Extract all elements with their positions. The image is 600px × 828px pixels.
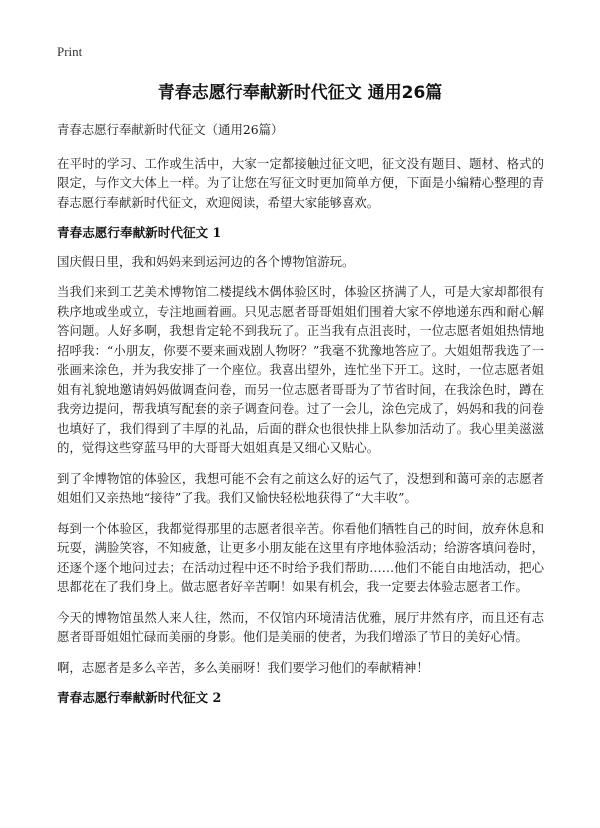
intro-paragraph: 在平时的学习、工作或生活中，大家一定都接触过征文吧，征文没有题目、题材、格式的限定，与作文大体上一样。为了让您在写征文时更加简单方便，下面是小编精心整理的青春志愿行奉献新时代征文，欢迎阅读，希望大家能够喜欢。 xyxy=(57,155,544,210)
paragraph: 今天的博物馆虽然人来人往，然而，不仅馆内环境清洁优雅，展厅井然有序，而且还有志愿者哥哥姐姐忙碌而美丽的身影。他们是美丽的使者，为我们增添了节日的美好心情。 xyxy=(57,609,544,644)
section-heading-1: 青春志愿行奉献新时代征文 1 xyxy=(57,225,222,240)
document-body xyxy=(57,120,544,717)
paragraph: 当我们来到工艺美术博物馆二楼提线木偶体验区时，体验区挤满了人，可是大家却都很有秩序地或坐或立，专注地画着画。只见志愿者哥哥姐姐们围着大家不停地递东西和耐心解答问题。人好多啊，我想肯定轮不到我玩了。正当我有点沮丧时，一位志愿者姐姐热情地招呼我：“小朋友，你要不要来画戏剧人物呀？”我毫不犹豫地答应了。大姐姐帮我选了一张画来涂色，并为我安排了一个座位。我喜出望外，连忙坐下开工。这时，一位志愿者姐姐有礼貌地邀请妈妈做调查问卷，而另一位志愿者哥哥为了节省时间，在我涂色时，蹲在我旁边提问，帮我填写配套的亲子调查问卷。过了一会儿，涂色完成了，妈妈和我的问卷也填好了，我们得到了丰厚的礼品，后面的群众也很快排上队参加活动了。我心里美滋滋的，觉得这些穿蓝马甲的大哥哥大姐姐真是又细心又贴心。 xyxy=(57,284,544,455)
paragraph: 国庆假日里，我和妈妈来到运河边的各个博物馆游玩。 xyxy=(57,253,355,269)
paragraph: 到了伞博物馆的体验区，我想可能不会有之前这么好的运气了，没想到和蔼可亲的志愿者姐姐们又亲热地“接待”了我。我们又愉快轻松地获得了“大丰收”。 xyxy=(57,470,544,505)
document-title: 青春志愿行奉献新时代征文 通用26篇 xyxy=(157,83,443,103)
paragraph: 每到一个体验区，我都觉得那里的志愿者很辛苦。你看他们牺牲自己的时间，放弃休息和玩耍，满脸笑容，不知疲惫，让更多小朋友能在这里有序地体验活动；给游客填问卷时，还逐个逐个地问过去；在活动过程中还不时给予我们帮助……他们不能自由地活动，把心思都花在了我们身上。做志愿者好辛苦啊！如果有机会，我一定要去体验志愿者工作。 xyxy=(57,520,544,594)
print-link[interactable]: Print xyxy=(57,44,83,59)
paragraph: 啊，志愿者是多么辛苦，多么美丽呀！我们要学习他们的奉献精神！ xyxy=(57,659,429,675)
document-subtitle: 青春志愿行奉献新时代征文（通用26篇） xyxy=(57,122,284,137)
section-heading-2: 青春志愿行奉献新时代征文 2 xyxy=(57,690,222,705)
